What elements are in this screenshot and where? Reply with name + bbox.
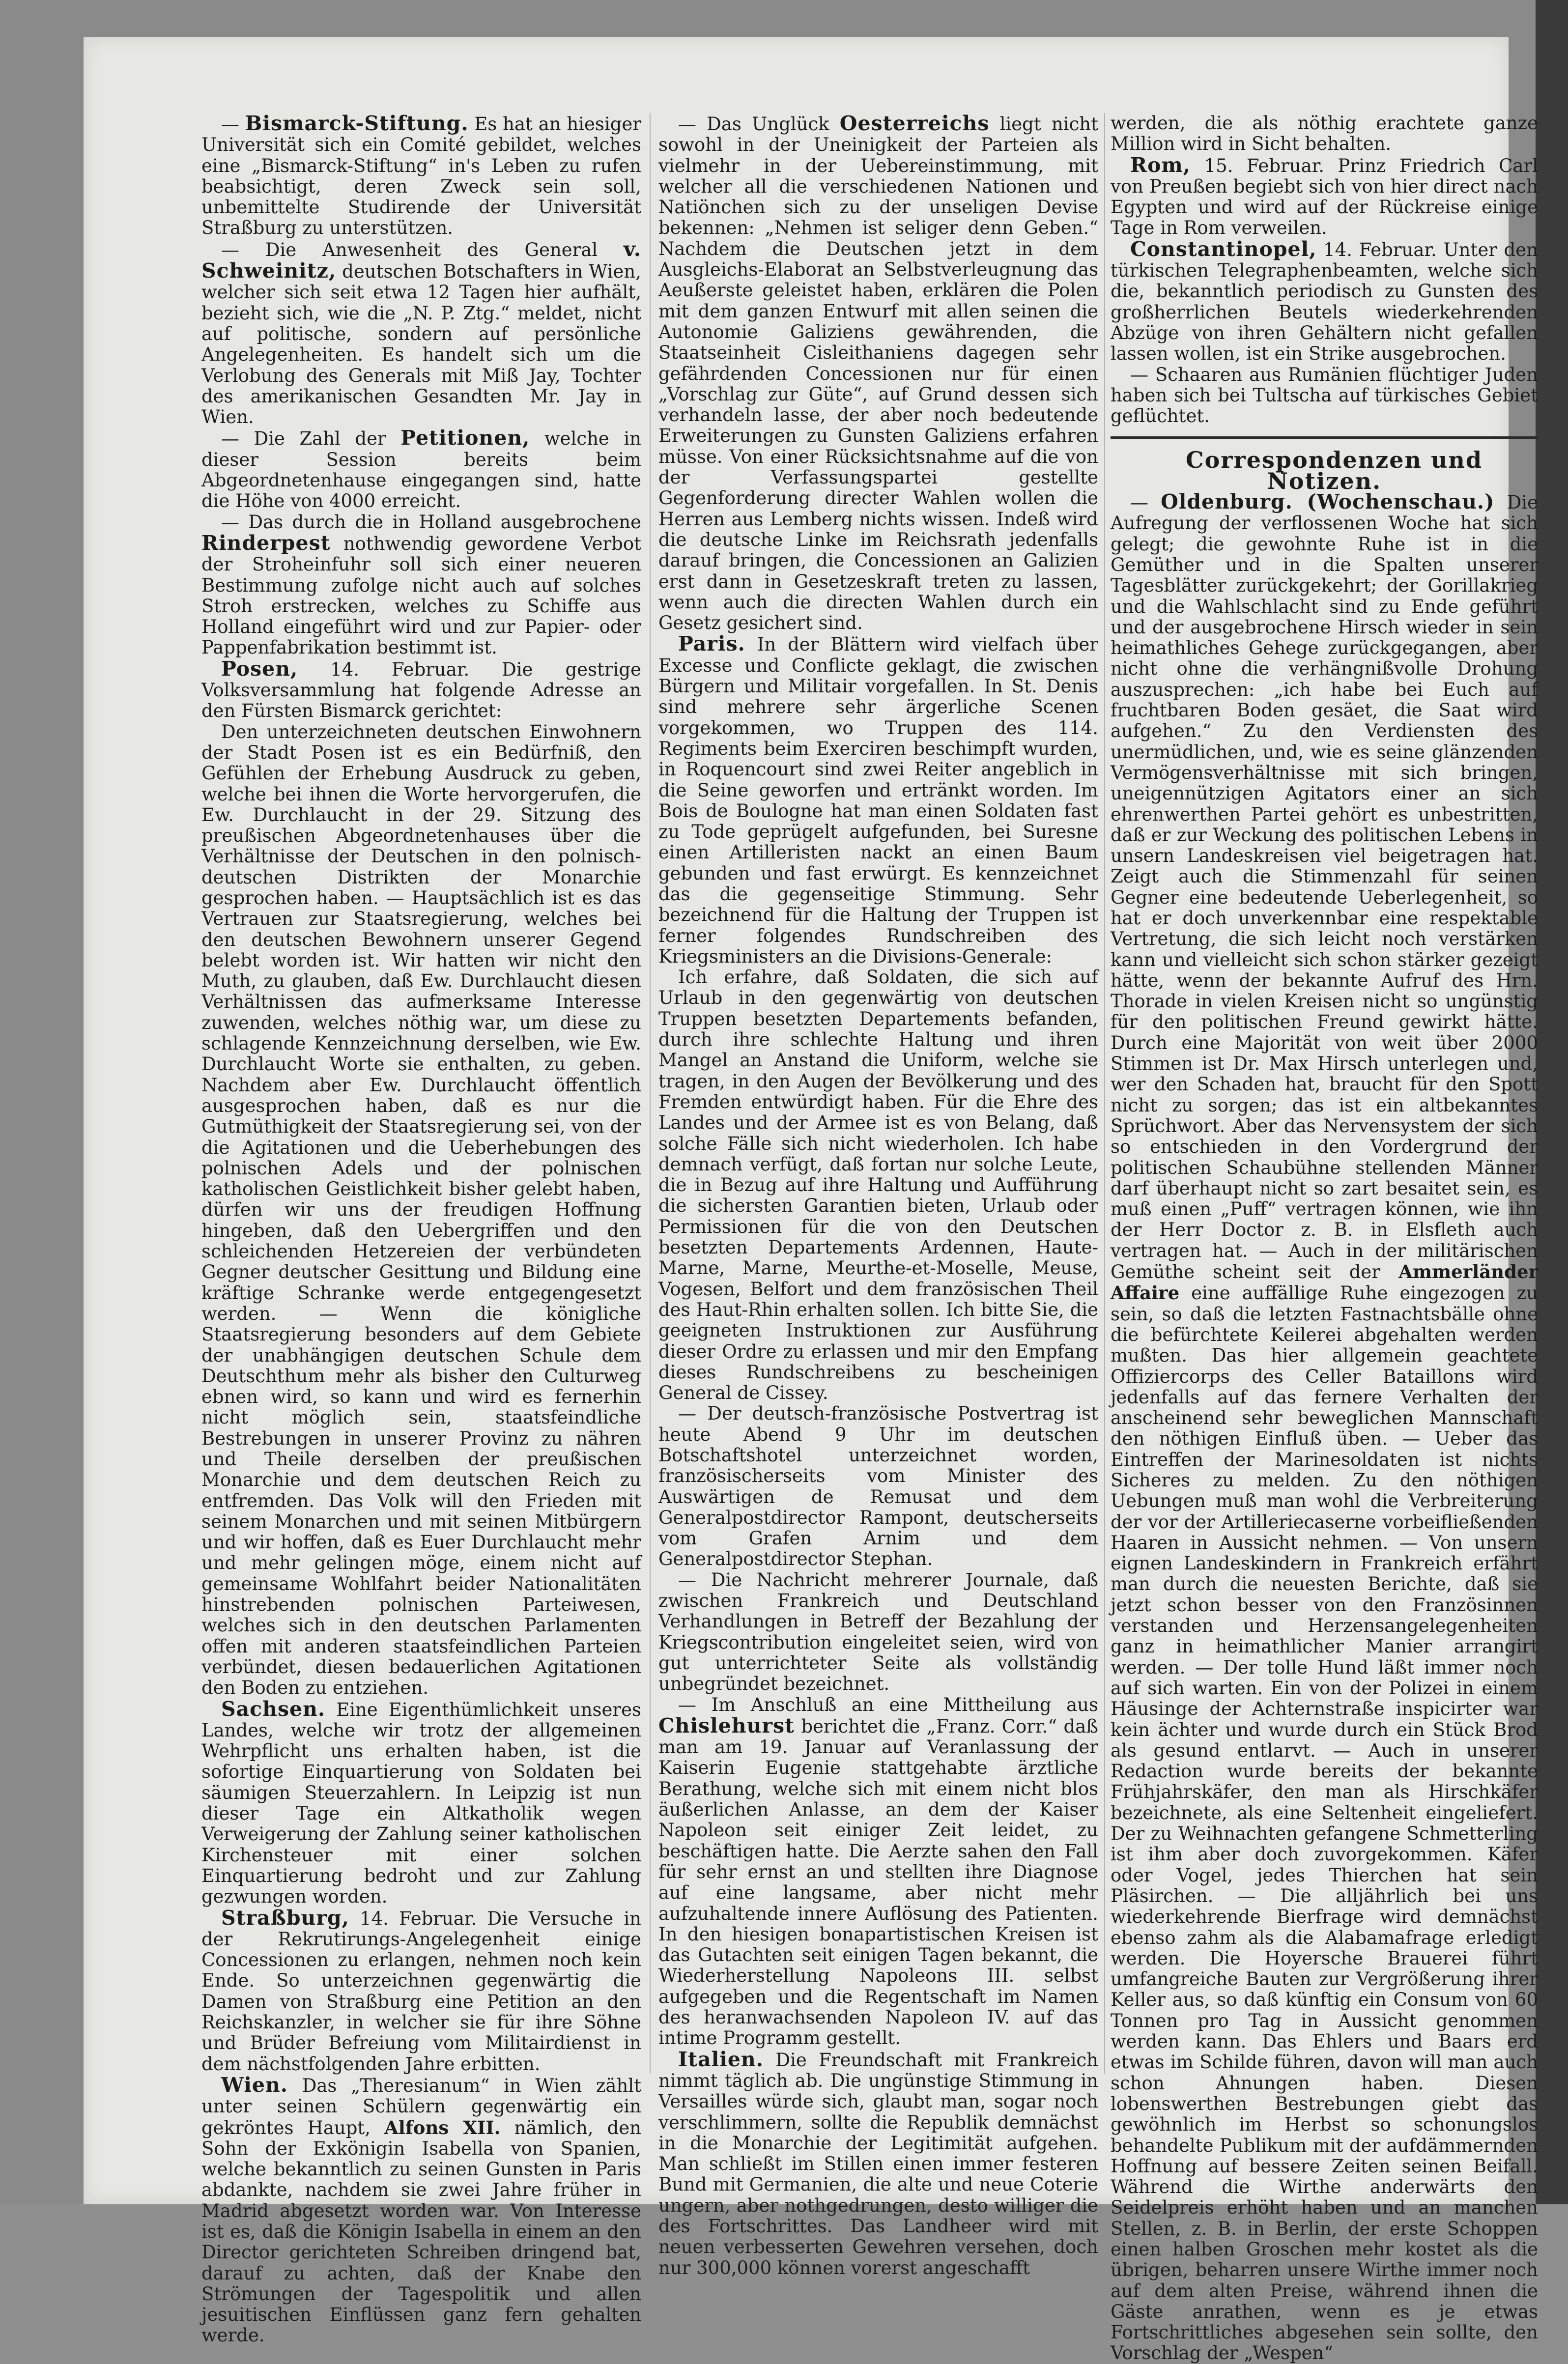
article-sachsen <box>201 1699 641 1908</box>
headline: Chislehurst <box>658 1713 795 1737</box>
article-schweinitz <box>201 239 641 428</box>
article-text: — Die Anwesenheit des General <box>221 239 624 260</box>
article-text: — Im Anschluß an eine Mittheilung aus <box>678 1694 1098 1715</box>
headline: Oesterreichs <box>839 112 990 135</box>
article-posen-address: Den unterzeichneten deutschen Einwohnern der Stadt Posen ist es ein Bedürfniß, den Gefühlen der Erhebung Ausdruck zu geben, welche bei ihnen die Worte hervorgerufen, die Ew. Durchlaucht in der 29. Sitzung des preußischen Abgeordnetenhauses über die Verhältnisse der Deutschen in den polnisch-deutschen Distrikten der Monarchie gesprochen haben. — Hauptsächlich ist es das Vertrauen zur Staatsregierung, welches bei den deutschen Bewohnern unserer Gegend belebt worden ist. Wir hatten wir nicht den Muth, zu glauben, daß Ew. Durchlaucht diesen Verhältnissen das aufmerksame Interesse zuwenden, welches nöthig war, um diese zu schlagende Kennzeichnung derselben, wie Ew. Durchlaucht Worte sie enthalten, zu geben. Nachdem aber Ew. Durchlaucht öffentlich ausgesprochen haben, daß es nur die Gutmüthigkeit der Staatsregierung sei, von der die Agitationen und die Ueberhebungen des polnischen Adels und der polnischen katholischen Geistlichkeit bisher gelebt haben, dürfen wir uns der freudigen Hoffnung hingeben, daß den Uebergriffen und den schleichenden Hetzereien der verbündeten Gegner deutscher Gesittung und Bildung eine kräftige Schranke werde entgegengesetzt werden. — Wenn die königliche Staatsregierung besonders auf dem Gebiete der unabhängigen deutschen Schule dem Deutschthum mehr als bisher den Culturweg ebnen wird, so kann und wird es fernerhin nicht möglich sein, staatsfeindliche Bestrebungen in unserer Provinz zu nähren und Theile derselben der preußischen Monarchie und dem deutschen Reich zu entfremden. Das Volk will den Frieden mit seinem Monarchen und mit seinen Mitbürgern und wir hoffen, daß es Euer Durchlaucht mehr und mehr gelingen möge, einem nicht auf gemeinsame Wohlfahrt beider Nationalitäten hinstrebenden polnischen Parteiwesen, welches sich in den deutschen Parlamenten offen mit anderen staatsfeindlichen Parteien verbündet, diesen bedauerlichen Agitationen den Boden zu entziehen. <box>201 721 641 1699</box>
article-rundschreiben: Ich erfahre, daß Soldaten, die sich auf Urlaub in den gegenwärtig von deutschen Truppen besetzten Departements befanden, durch ihre schlechte Haltung und ihren Mangel an Anstand die Uniform, welche sie tragen, in den Augen der Bevölkerung und des Fremden entwürdigt haben. Für die Ehre des Landes und der Armee ist es von Belang, daß solche Fälle sich nicht wiederholen. Ich habe demnach verfügt, daß fortan nur solche Leute, die in Bezug auf ihre Haltung und Aufführung die sichersten Garantien bieten, Urlaub oder Permissionen für die von den Deutschen besetzten Departements Ardennen, Haute-Marne, Marne, Meurthe-et-Moselle, Meuse, Vogesen, Belfort und dem französischen Theil des Haut-Rhin erhalten sollen. Ich bitte Sie, die geeigneten Instruktionen zur Ausführung dieser Ordre zu erlassen und mir den Empfang dieses Rundschreibens zu bescheinigen General de Cissey. <box>658 967 1098 1404</box>
headline: Paris. <box>678 632 745 656</box>
article-rumaenien: — Schaaren aus Rumänien flüchtiger Juden haben sich bei Tultscha auf türkisches Gebiet geflüchtet. <box>1111 364 1538 427</box>
article-text: welche in dieser Session bereits beim Abgeordnetenhause eingegangen sind, hatte die Höhe von 4000 erreicht. <box>201 428 641 512</box>
headline: Sachsen. <box>221 1697 326 1721</box>
column-separator <box>1104 113 1105 2074</box>
article-italien <box>658 2049 1098 2279</box>
emphasis-text: Ammerländer Affaire <box>1111 1261 1538 1304</box>
article-text: berichtet die „Franz. Corr.“ daß man am 19. Januar auf Veranlassung der Kaiserin Eugenie stattgehabte ärztliche Berathung, welche sich mit einem nicht blos äußerlichen Anlasse, an dem der Kaiser Napoleon seit einiger Zeit leidet, zu beschäftigen hatte. Die Aerzte sahen den Fall für sehr ernst an und stellten ihre Diagnose auf eine langsame, aber nicht mehr aufzuhaltende innere Auflösung des Patienten. In den hiesigen bonapartistischen Kreisen ist das Gutachten seit einigen Tagen bekannt, die Wiederherstellung Napoleons III. selbst aufgegeben und die Regentschaft im Namen des heranwachsenden Napoleon IV. auf das intime Programm gestellt. <box>658 1715 1098 2049</box>
article-text: Es hat an hiesiger Universität sich ein Comité gebildet, welches eine „Bismarck-Stiftung“ in's Leben zu rufen beabsichtigt, deren Zweck sein soll, unbemittelte Studirende der Universität Straßburg zu unterstützen. <box>201 114 642 239</box>
headline: Constantinopel, <box>1130 237 1317 261</box>
section-divider <box>1111 436 1538 439</box>
article-paris <box>658 633 1098 967</box>
headline: Wien. <box>221 2073 288 2097</box>
column-separator <box>650 113 651 2074</box>
article-rom <box>1111 155 1538 239</box>
article-text: Die Aufregung der verflossenen Woche hat sich gelegt; die gewohnte Ruhe ist in die Gemüther und in die Spalten unserer Tagesblätter zurückgekehrt; der Gorillakrieg und die Wahlschlacht sind zu Ende geführt und der ausgebrochene Hirsch wieder in sein heimathliches Gehege zurückgegangen, aber nicht ohne die verhängnißvolle Drohung auszusprechen: „ich habe bei Euch auf fruchtbaren Boden gesäet, die Saat wird aufgehen.“ Zu den Verdiensten des unermüdlichen, und, wie es seine glänzenden Vermögensverhältnisse mit sich bringen, uneigennützigen Agitators einer an sich ehrenwerthen Partei gehört es unbestritten, daß er zur Weckung des politischen Lebens in unsern Landeskreisen viel beigetragen hat. Zeigt auch die Stimmenzahl für seinen Gegner eine bedeutende Ueberlegenheit, so hat er doch unverkennbar eine respektable Vertretung, die sich leicht noch verstärken kann und vielleicht sich schon stärker gezeigt hätte, wenn der bekannte Aufruf des Hrn. Thorade in vielen Kreisen nicht so ungünstig für den politischen Freund gewirkt hätte. Durch eine Majorität von weit über 2000 Stimmen ist Dr. Max Hirsch unterlegen und, wer den Schaden hat, braucht für den Spott nicht zu sorgen; das ist ein altbekanntes Sprüchwort. Aber das Nervensystem der sich so entschieden in den Vordergrund der politischen Schaubühne stellenden Männer darf überhaupt nicht so zart besaitet sein, es muß einen „Puff“ vertragen können, wie ihn der Herr Doctor z. B. in Elsfleth auch vertragen hat. — Auch in der militärischen Gemüthe scheint seit der <box>1111 492 1539 1283</box>
scan-edge-strip <box>1536 0 1568 2204</box>
article-oesterreich <box>658 113 1098 633</box>
headline: v. Schweinitz, <box>201 237 641 283</box>
article-text: eine auffällige Ruhe eingezogen zu sein, so daß die letzten Fastnachtsbälle ohne die befürchtete Keilerei abgehalten werden mußten. Das hier allgemein geachtete Offiziercorps des Celler Bataillons wird jedenfalls auf das fernere Verhalten der anscheinend sehr beweglichen Mannschaft den nöthigen Einfluß üben. — Ueber das Eintreffen der Marinesoldaten ist nichts Sicheres zu melden. Zu den nöthigen Uebungen muß man wohl die Verbreiterung der vor der Artilleriecaserne vorbeifließenden Haaren in Aussicht nehmen. — Von unsern eignen Landeskindern in Frankreich erfährt man durch die neuesten Berichte, daß sie jetzt schon besser von den Französinnen verstanden und Herzensangelegenheiten ganz in heimathlicher Manier arrangirt werden. — Der tolle Hund läßt immer noch auf sich warten. Ein von der Polizei in einem Häusinge der Achternstraße inspicirter war kein ächter und wurde durch ein Stück Brod als gesund entlarvt. — Auch in unserer Redaction wurde bereits der bekannte Frühjahrskäfer, den man als Hirschkäfer bezeichnete, als eine Seltenheit eingeliefert. Der zu Weihnachten gefangene Schmetterling ist ihm aber doch zuvorgekommen. Käfer oder Vogel, jedes Thierchen hat sein Pläsirchen. — Die alljährlich bei uns wiederkehrende Bierfrage wird demnächst ebenso zahm als die Alabamafrage erledigt werden. Die Hoyersche Brauerei führt umfangreiche Bauten zur Vergrößerung ihrer Keller aus, so daß künftig ein Consum von 60 Tonnen pro Tag in Aussicht genommen werden kann. Das Ehlers und Baars erd etwas im Schilde führen, davon will man auch schon Ahnungen haben. Diesen lobenswerthen Bestrebungen giebt das gewöhnlich im Herbst so schonungslos behandelte Publikum mit der aufdämmernden Hoffnung auf bessere Zeiten seinen Beifall. Während die Wirthe anderwärts den Seidelpreis erhöht haben und an manchen Stellen, z. B. in Berlin, der erste Schoppen einen halben Groschen mehr kostet als die übrigen, beharren unsere Wirthe immer noch auf dem alten Preise, während ihnen die Gäste anrathen, wenn es je etwas Fortschrittliches abgesehen sein sollte, den Vorschlag der „Wespen“ <box>1111 1282 1538 2364</box>
article-posen <box>201 658 641 722</box>
article-text: In der Blättern wird vielfach über Excesse und Conflicte geklagt, die zwischen Bürgern und Militair vorgefallen. In St. Denis sind mehrere sehr ärgerliche Scenen vorgekommen, wo Truppen des 114. Regiments beim Exerciren beschimpft wurden, in Roquencourt sind zwei Reiter angeblich in die Seine geworfen und ertränkt worden. Im Bois de Boulogne hat man einen Soldaten fast zu Tode geprügelt aufgefunden, bei Suresne einen Artilleristen nackt an einen Baum gebunden und fast erwürgt. Es kennzeichnet das die gegenseitige Stimmung. Sehr bezeichnend für die Haltung der Truppen ist ferner folgendes Rundschreiben des Kriegsministers an die Divisions-Generale: <box>658 634 1098 967</box>
article-text: Die Freundschaft mit Frankreich nimmt täglich ab. Die ungünstige Stimmung in Versailles würde sich, glaubt man, sogar noch verschlimmern, sollte die Republik demnächst in die Monarchie der Legitimität aufgehen. Man schließt im Stillen einen immer festeren Bund mit Germanien, die alte und neue Coterie ungern, aber nothgedrungen, desto williger die des Fortschrittes. Das Landheer wird mit neuen verbesserten Gewehren versehen, doch nur 300,000 können vorerst angeschafft <box>658 2049 1098 2279</box>
article-text: — <box>1130 492 1161 513</box>
article-text: Eine Eigenthümlichkeit unseres Landes, welche wir trotz der allgemeinen Wehrpflicht uns erhalten haben, ist die sofortige Einquartierung von Soldaten bei säumigen Steuerzahlern. In Leipzig ist nun dieser Tage ein Altkatholik wegen Verweigerung der Zahlung seiner katholischen Kirchensteuer mit einer solchen Einquartierung bedroht und zur Zahlung gezwungen worden. <box>201 1699 641 1908</box>
column-2 <box>658 112 1098 2279</box>
article-bismarck-stiftung: — Bismarck-Stiftung. Es hat an hiesiger Universität sich ein Comité gebildet, welches eine „Bismarck-Stiftung“ in's Leben zu rufen beabsichtigt, deren Zweck sein soll, unbemittelte Studirende der Universität Straßburg zu unterstützen. <box>201 112 642 239</box>
article-chislehurst <box>658 1695 1098 2049</box>
article-text: Das „Theresianum“ in Wien zählt unter seinen Schülern gegenwärtig ein gekröntes Haupt, <box>201 2075 641 2138</box>
headline: Straßburg, <box>221 1906 349 1930</box>
headline: Bismarck-Stiftung. <box>245 112 469 135</box>
article-wien <box>201 2075 641 2346</box>
article-oldenburg <box>1111 491 1538 2364</box>
article-postvertrag: — Der deutsch-französische Postvertrag ist heute Abend 9 Uhr im deutschen Botschaftshotel unterzeichnet worden, französischerseits vom Minister des Auswärtigen de Remusat und dem Generalpostdirector Rampont, deutscherseits vom Grafen Arnim und dem Generalpostdirector Stephan. <box>658 1403 1098 1570</box>
headline: Italien. <box>678 2047 764 2071</box>
headline: Posen, <box>221 656 298 681</box>
column-1 <box>201 112 642 2346</box>
article-continuation: werden, die als nöthig erachtete ganze Million wird in Sicht behalten. <box>1111 113 1538 155</box>
article-kriegscontribution: — Die Nachricht mehrerer Journale, daß zwischen Frankreich und Deutschland Verhandlungen in Betreff der Bezahlung der Kriegscontribution eingeleitet seien, wird von gut unterrichteter Seite als vollständig unbegründet bezeichnet. <box>658 1569 1098 1695</box>
article-text: deutschen Botschafters in Wien, welcher sich seit etwa 12 Tagen hier aufhält, bezieht sich, wie die „N. P. Ztg.“ meldet, nicht auf politische, sondern auf persönliche Angelegenheiten. Es handelt sich um die Verlobung des Generals mit Miß Jay, Tochter des amerikanischen Gesandten Mr. Jay in Wien. <box>201 261 641 428</box>
article-text: 15. Februar. Prinz Friedrich Carl von Preußen begiebt sich von hier direct nach Egypten und wird auf der Rückreise einige Tage in Rom verweilen. <box>1111 155 1538 239</box>
headline: Rinderpest <box>201 531 331 555</box>
article-strassburg <box>201 1908 641 2075</box>
article-text: 14. Februar. Die gestrige Volksversammlung hat folgende Adresse an den Fürsten Bismarck gerichtet: <box>201 658 641 722</box>
article-text: nämlich, den Sohn der Exkönigin Isabella von Spanien, welche bekanntlich zu seinen Gunsten in Paris abdankte, nachdem sie zwei Jahre früher in Madrid abgesetzt worden war. Von Interesse ist es, daß die Königin Isabella in einem an den Director gerichteten Schreiben dringend bat, darauf zu achten, daß der Knabe den Strömungen der Tagespolitik und allen jesuitischen Einflüssen ganz fern gehalten werde. <box>201 2117 641 2346</box>
article-petitionen <box>201 427 641 512</box>
article-text: 14. Februar. Unter den türkischen Telegraphenbeamten, welche sich die, bekanntlich periodisch zu Gunsten des großherrlichen Beutels wiederkehrenden Abzüge von ihren Gehältern nicht gefallen lassen wollen, ist ein Strike ausgebrochen. <box>1111 239 1538 365</box>
emphasis-text: Alfons XII. <box>384 2116 501 2138</box>
article-constantinopel <box>1111 239 1538 365</box>
headline: Petitionen, <box>400 426 530 450</box>
article-text: — Die Zahl der <box>221 428 401 450</box>
article-text: — Das Unglück <box>678 114 840 135</box>
article-text: 14. Februar. Die Versuche in der Rekrutirungs-Angelegenheit einige Concessionen zu erlangen, nehmen noch kein Ende. So unterzeichnen gegenwärtig die Damen von Straßburg eine Petition an den Reichskanzler, in welcher sie für ihre Söhne und Brüder Befreiung vom Militairdienst in dem nächstfolgenden Jahre erbitten. <box>201 1908 641 2075</box>
headline: Oldenburg. (Wochenschau.) <box>1161 490 1495 514</box>
article-text: nothwendig gewordene Verbot der Stroheinfuhr soll sich einer neueren Bestimmung zufolge nicht auch auf solches Stroh erstrecken, welches zu Schiffe aus Holland eingeführt wird und zur Papier- oder Pappenfabrikation bestimmt ist. <box>201 533 641 658</box>
article-rinderpest <box>201 512 641 658</box>
headline: Rom, <box>1130 153 1191 177</box>
column-3 <box>1111 113 1539 2364</box>
section-title: Correspondenzen und Notizen. <box>1186 447 1482 494</box>
article-text: liegt nicht sowohl in der Uneinigkeit der Parteien als vielmehr in der Uebereinstimmung, mit welcher all die verschiedenen Nationen und Natiönchen sich zu der unseligen Devise bekennen: „Nehmen ist seliger denn Geben.“ Nachdem die Deutschen jetzt in dem Ausgleichs-Elaborat an Selbstverleugnung das Aeußerste geleistet haben, erklären die Polen mit dem ganzen Entwurf mit allen seinen die Autonomie Galiziens gewährenden, die Staatseinheit Cisleithaniens dagegen sehr gefährdenden Concessionen nur für einen „Vorschlag zur Güte“, auf Grund dessen sich verhandeln lasse, der aber noch bedeutende Erweiterungen zu Gunsten Galiziens erfahren müsse. Von einer Rücksichtsnahme auf die von der Verfassungspartei gestellte Gegenforderung directer Wahlen wollen die Herren aus Lemberg nichts wissen. Indeß wird die deutsche Linke im Reichsrath jedenfalls darauf bringen, die Concessionen an Galizien erst dann in Gesetzeskraft treten zu lassen, wenn auch die directen Wahlen durch ein Gesetz gesichert sind. <box>658 114 1098 634</box>
article-text: — Das durch die in Holland ausgebrochene <box>221 511 641 533</box>
